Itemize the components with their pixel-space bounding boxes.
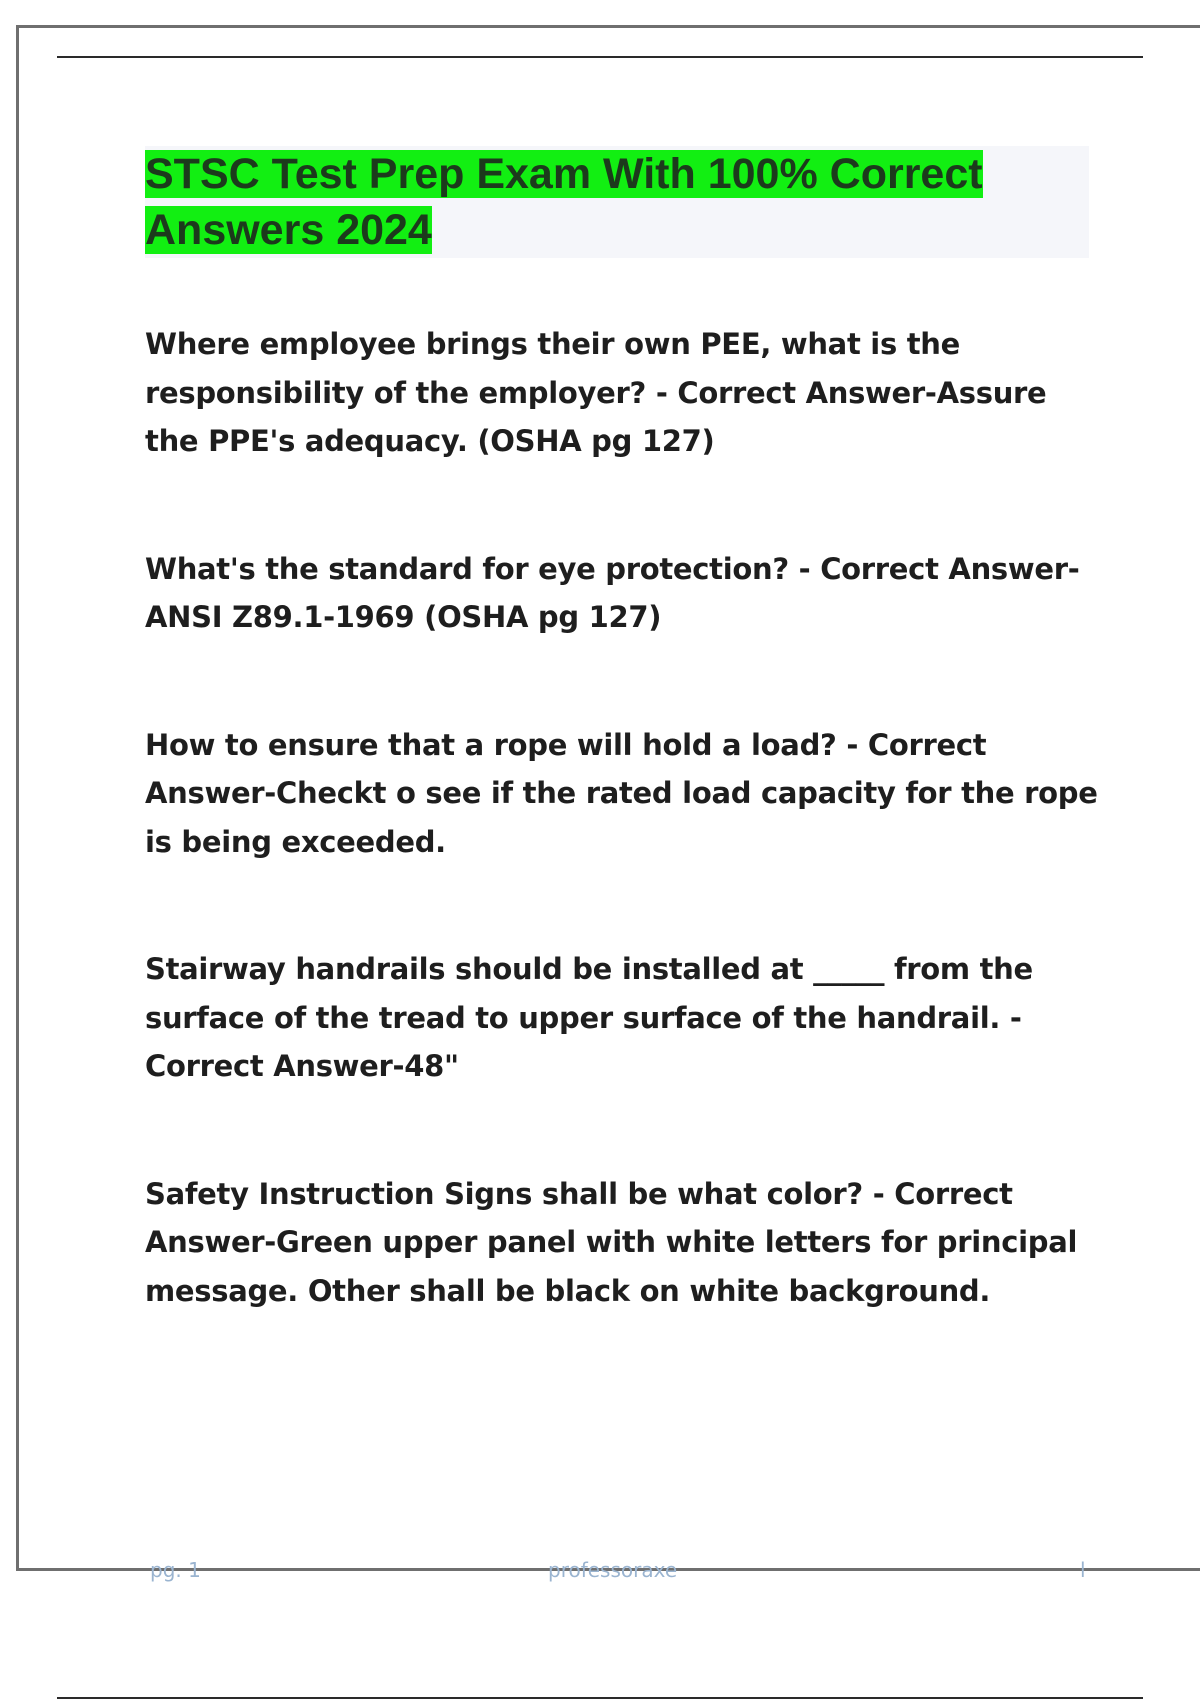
question-text: How to ensure that a rope will hold a load? - Correct Answer-Checkt o see if the rated load capacity for the rope is being exceeded. <box>145 727 1098 859</box>
page-footer <box>0 1558 1200 1588</box>
question-text: Safety Instruction Signs shall be what color? - Correct Answer-Green upper panel with white letters for principal message. Other shall be black on white background. <box>145 1176 1078 1308</box>
title-block <box>145 146 1089 258</box>
question-item <box>145 1170 1105 1316</box>
document-title <box>145 146 1089 258</box>
question-list <box>145 320 1105 1315</box>
question-item <box>145 545 1105 642</box>
footer-brand: professoraxe <box>548 1558 678 1582</box>
question-text: What's the standard for eye protection? - Correct Answer-ANSI Z89.1-1969 (OSHA pg 127) <box>145 551 1080 634</box>
bottom-rule <box>57 1697 1143 1699</box>
question-item <box>145 945 1105 1091</box>
page-number: pg. 1 <box>150 1558 201 1582</box>
question-text: Stairway handrails should be installed at _____ from the surface of the tread to upper surface of the handrail. - Correct Answer-48" <box>145 952 1033 1083</box>
header-rule <box>57 56 1143 58</box>
question-item <box>145 721 1105 867</box>
footer-mark: l <box>1080 1558 1086 1582</box>
question-item <box>145 320 1105 466</box>
document-title-text: STSC Test Prep Exam With 100% Correct Answers 2024 <box>145 150 983 254</box>
question-text: Where employee brings their own PEE, what is the responsibility of the employer? - Correct Answer-Assure the PPE's adequacy. (OSHA pg 127) <box>145 327 1047 458</box>
